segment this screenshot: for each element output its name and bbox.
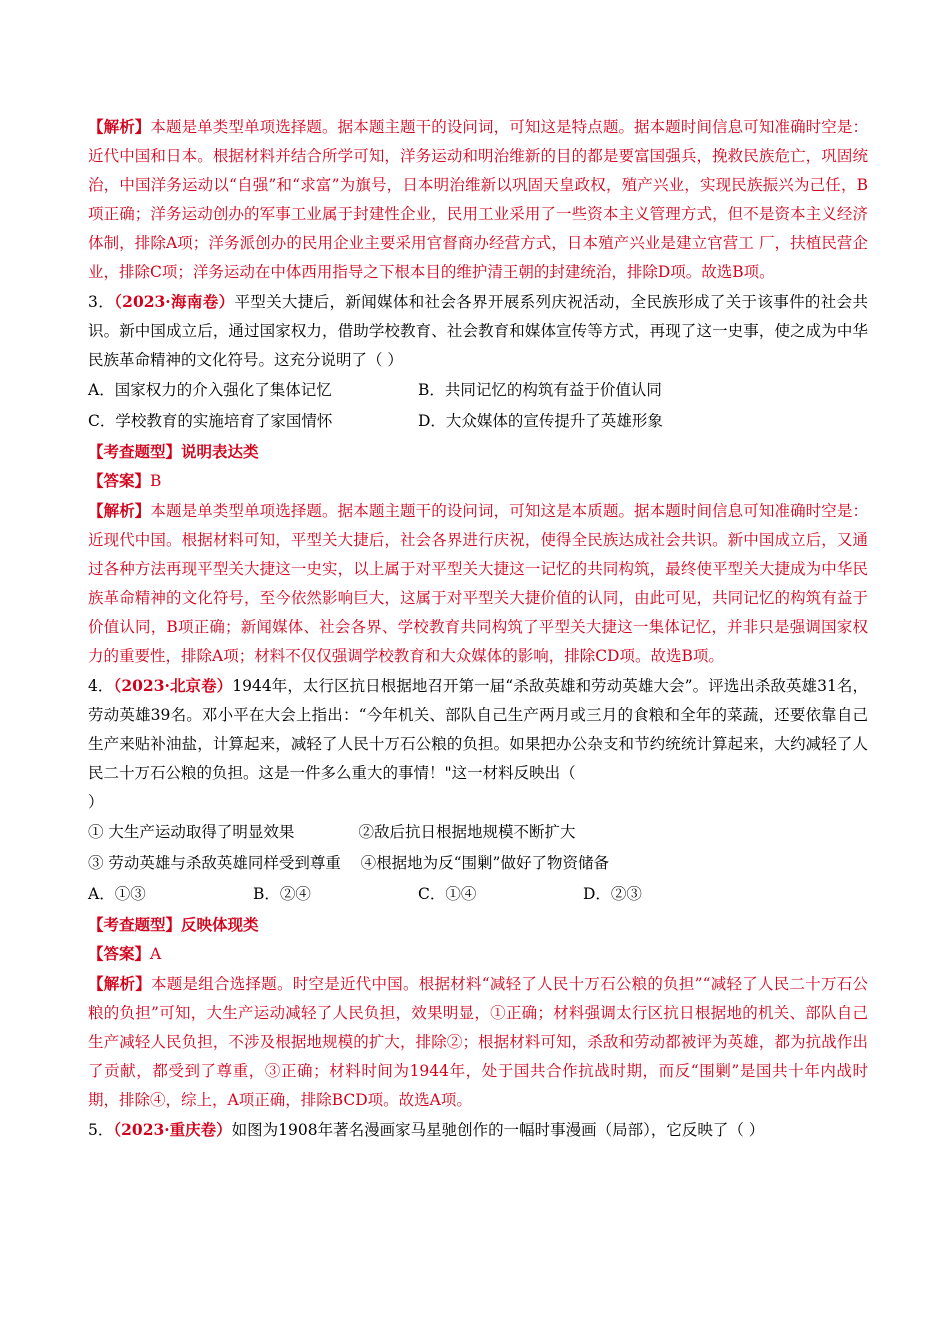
question-stem: 平型关大捷后，新闻媒体和社会各界开展系列庆祝活动，全民族形成了关于该事件的社会共识。新中国成立后，通过国家权力，借助学校教育、社会教育和媒体宣传等方式，再现了这一史事，使之成为中华民族革命精神的文化符号。这充分说明了（ ） (88, 293, 868, 369)
question-source: （2023·北京卷） (113, 676, 233, 695)
document-page (88, 112, 868, 1145)
option-c: C．学校教育的实施培育了家国情怀 (88, 412, 333, 430)
question-type (88, 437, 868, 466)
option-c: C．①④ (418, 885, 477, 903)
question-number: 3． (88, 293, 115, 311)
options-row (88, 375, 868, 406)
q2-analysis (88, 112, 868, 287)
option-d: D．②③ (583, 885, 642, 903)
option-b: B．②④ (253, 885, 311, 903)
analysis-text: 本题是单类型单项选择题。据本题主题干的设问词，可知这是本质题。据本题时间信息可知准确时空是：近现代中国。根据材料可知，平型关大捷后，社会各界进行庆祝，使得全民族达成社会共识。新中国成立后，又通过各种方法再现平型关大捷这一史实，以上属于对平型关大捷这一记忆的共同构筑，最终使平型关大捷成为中华民族革命精神的文化符号，至今依然影响巨大，这属于对平型关大捷价值的认同，由此可见，共同记忆的构筑有益于价值认同，B项正确；新闻媒体、社会各界、学校教育共同构筑了平型关大捷这一集体记忆，并非只是强调国家权力的重要性，排除A项；材料不仅仅强调学校教育和大众媒体的影响，排除CD项。故选B项。 (88, 502, 868, 665)
question-source: （2023·重庆卷） (113, 1120, 232, 1139)
question-type (88, 910, 868, 939)
type-value: 说明表达类 (181, 442, 259, 461)
statement-items: ① 大生产运动取得了明显效果 ②敌后抗日根据地规模不断扩大 (88, 823, 576, 841)
answer-value: A (150, 945, 162, 963)
answer-value: B (150, 472, 162, 490)
answer-label: 【答案】 (88, 471, 151, 490)
question-stem: 1944年，太行区抗日根据地召开第一届“杀敌英雄和劳动英雄大会”。评选出杀敌英雄31名，劳动英雄39名。邓小平在大会上指出：“今年机关、部队自己生产两月或三月的食粮和全年的菜蔬，还要依靠自己生产来贴补油盐，计算起来，减轻了人民十万石公粮的负担。如果把办公杂支和节约统统计算起来，大约减轻了人民二十万石公粮的负担。这是一件多么重大的事情！"这一材料反映出（ (88, 677, 868, 782)
analysis-text: 本题是组合选择题。时空是近代中国。根据材料“减轻了人民十万石公粮的负担”“减轻了人民二十万石公粮的负担”可知，大生产运动减轻了人民负担，效果明显，①正确；材料强调太行区抗日根据地的机关、部队自己生产减轻人民负担，不涉及根据地规模的扩大，排除②；根据材料可知，杀敌和劳动都被评为英雄，都为抗战作出了贡献，都受到了尊重，③正确；材料时间为1944年，处于国共合作抗战时期，而反“围剿”是国共十年内战时期，排除④，综上，A项正确，排除BCD项。故选A项。 (88, 975, 868, 1109)
question-number: 5． (88, 1121, 114, 1139)
type-value: 反映体现类 (181, 915, 259, 934)
option-a: A．①③ (88, 885, 146, 903)
analysis-label: 【解析】 (88, 117, 151, 136)
answer (88, 939, 868, 969)
analysis (88, 496, 868, 671)
analysis-label: 【解析】 (88, 501, 151, 520)
question-source: （2023·海南卷） (114, 292, 235, 311)
answer-label: 【答案】 (88, 944, 151, 963)
question-stem-tail: ） (88, 793, 104, 811)
options-row (88, 879, 868, 910)
option-d: D．大众媒体的宣传提升了英雄形象 (418, 412, 663, 430)
question-number: 4． (88, 677, 114, 695)
analysis-text: 本题是单类型单项选择题。据本题主题干的设问词，可知这是特点题。据本题时间信息可知准确时空是：近代中国和日本。根据材料并结合所学可知，洋务运动和明治维新的目的都是要富国强兵，挽救民族危亡，巩固统治，中国洋务运动以“自强”和“求富”为旗号，日本明治维新以巩固天皇政权，殖产兴业，实现民族振兴为己任，B项正确；洋务运动创办的军事工业属于封建性企业，民用工业采用了一些资本主义管理方式，但不是资本主义经济体制，排除A项；洋务派创办的民用企业主要采用官督商办经营方式，日本殖产兴业是建立官营工 厂，扶植民营企业，排除C项；洋务运动在中体西用指导之下根本目的维护清王朝的封建统治，排除D项。故选B项。 (88, 118, 868, 281)
statement-items: ③ 劳动英雄与杀敌英雄同样受到尊重 ④根据地为反“围剿”做好了物资储备 (88, 854, 609, 872)
type-label: 【考查题型】 (88, 915, 182, 934)
type-label: 【考查题型】 (88, 442, 182, 461)
analysis-label: 【解析】 (88, 974, 151, 993)
answer (88, 466, 868, 496)
option-a: A．国家权力的介入强化了集体记忆 (88, 381, 332, 399)
question-stem: 如图为1908年著名漫画家马星驰创作的一幅时事漫画（局部），它反映了（ ） (231, 1121, 765, 1139)
option-b: B．共同记忆的构筑有益于价值认同 (418, 381, 662, 399)
question-4 (88, 671, 868, 788)
question-5 (88, 1115, 868, 1145)
analysis (88, 969, 868, 1115)
question-3 (88, 287, 868, 375)
options-row (88, 406, 868, 437)
